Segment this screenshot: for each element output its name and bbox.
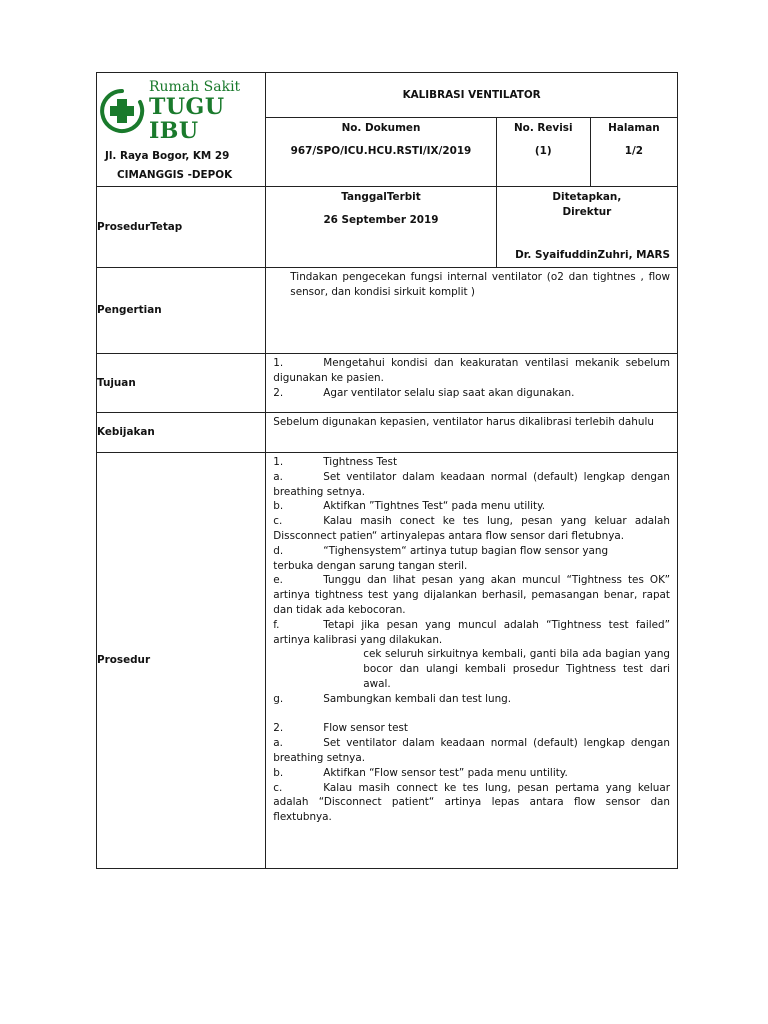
prosedur-cell [266,453,678,869]
step-item-text: Kalau masih conect ke tes lung, pesan yang keluar adalah Dissconnect patien“ artinyalepas antara flow sensor dari fletubnya. [273,515,670,542]
kebijakan-label: Kebijakan [97,413,266,453]
step-item-text: Tetapi jika pesan yang muncul adalah “Tightness test failed” artinya kalibrasi yang dilakukan. [273,618,670,646]
step-item [273,499,670,514]
step-item [273,514,670,544]
step-item-number: b. [273,766,284,779]
tanggal-terbit-cell [266,187,496,268]
prosedur-steps [266,453,677,825]
step-item-number: a. [273,470,283,483]
step-item-text: Sambungkan kembali dan test lung. [323,692,512,705]
step-item-text: Aktifkan ”Tightnes Test“ pada menu utility. [323,500,546,513]
step-item [273,544,670,559]
step-heading [273,455,670,470]
hospital-logo [97,73,265,143]
prosedur-label: Prosedur [97,453,266,869]
step-item [273,781,670,825]
step-item [273,692,670,707]
step-number: 2. [273,722,284,735]
step-item-continuation: terbuka dengan sarung tangan steril. [273,559,468,572]
direktur-label: Direktur [562,205,612,218]
hospital-header-cell [97,73,266,187]
prosedur-tetap-label: ProsedurTetap [97,187,266,268]
step-sub-note: cek seluruh sirkuitnya kembali, ganti bila ada bagian yang bocor dan ulangi kembali prosedur Tightness test dari awal. [363,648,670,690]
logo-text-line1: Rumah Sakit [149,79,241,95]
document-title: KALIBRASI VENTILATOR [266,73,678,118]
step-item-number: a. [273,737,283,750]
tujuan-label: Tujuan [97,354,266,413]
step-item-text: Tunggu dan lihat pesan yang akan muncul “Tightness tes OK” artinya tightness test yang dijalankan berhasil, pemasangan benar, rapat dan tidak ada kebocoran. [273,574,670,616]
step-item [273,618,670,648]
step-item-number: c. [273,515,283,528]
step-item [273,573,670,617]
step-heading [273,721,670,736]
kebijakan-cell [266,413,678,453]
step-item-number: f. [273,618,280,631]
tanggal-terbit-value: 26 September 2019 [323,213,439,226]
step-item-text: Set ventilator dalam keadaan normal (default) lengkap dengan breathing setnya. [273,470,670,498]
medical-cross-icon [99,88,145,134]
step-item-number: c. [273,781,283,794]
step-item-text: Kalau masih connect ke tes lung, pesan pertama yang keluar adalah “Disconnect patient“ artinya lepas antara flow sensor dan flextubnya. [273,781,670,824]
step-item-number: e. [273,574,283,587]
step-item-number: b. [273,500,284,513]
pengertian-text: Tindakan pengecekan fungsi internal ventilator (o2 dan tightnes , flow sensor, dan kondisi sirkuit komplit ) [290,271,670,298]
tujuan-cell [266,354,678,413]
step-item-number: d. [273,544,284,557]
halaman-label: Halaman [608,122,660,134]
tujuan-item [273,356,670,386]
step-number: 1. [273,456,284,468]
step-title: Tightness Test [323,456,398,468]
tujuan-item-text: Agar ventilator selalu siap saat akan digunakan. [323,386,575,399]
step-title: Flow sensor test [323,722,408,735]
sop-document-table [96,72,678,869]
ditetapkan-cell [496,187,677,268]
pengertian-label: Pengertian [97,268,266,354]
step-item [273,736,670,766]
logo-text-line2: TUGU IBU [149,94,225,144]
halaman-value: 1/2 [624,144,644,157]
tujuan-item [273,386,670,401]
tanggal-terbit-label: TanggalTerbit [341,191,421,203]
address-line2: CIMANGGIS -DEPOK [117,168,233,181]
no-revisi-value: (1) [534,144,552,157]
step-item [273,766,670,781]
no-revisi-cell [496,118,590,187]
signatory-name: Dr. SyaifuddinZuhri, MARS [515,249,670,262]
step-item-number: g. [273,692,284,705]
no-revisi-label: No. Revisi [513,122,573,134]
tujuan-item-number: 1. [273,357,284,369]
no-dokumen-value: 967/SPO/ICU.HCU.RSTI/IX/2019 [290,144,472,157]
step-item-text: Set ventilator dalam keadaan normal (default) lengkap dengan breathing setnya. [273,737,670,764]
tujuan-item-number: 2. [273,386,284,399]
halaman-cell [590,118,677,187]
kebijakan-text: Sebelum digunakan kepasien, ventilator harus dikalibrasi terlebih dahulu [273,416,654,428]
tujuan-item-text: Mengetahui kondisi dan keakuratan ventilasi mekanik sebelum digunakan ke pasien. [273,357,670,384]
pengertian-cell [266,268,678,354]
no-dokumen-cell [266,118,496,187]
step-item-text: “Tighensystem“ artinya tutup bagian flow sensor yang [323,544,609,557]
address-line1: Jl. Raya Bogor, KM 29 [105,150,230,162]
step-item-text: Aktifkan “Flow sensor test” pada menu untility. [323,766,568,779]
ditetapkan-label: Ditetapkan, [552,191,622,203]
step-item [273,470,670,500]
no-dokumen-label: No. Dokumen [341,122,421,134]
